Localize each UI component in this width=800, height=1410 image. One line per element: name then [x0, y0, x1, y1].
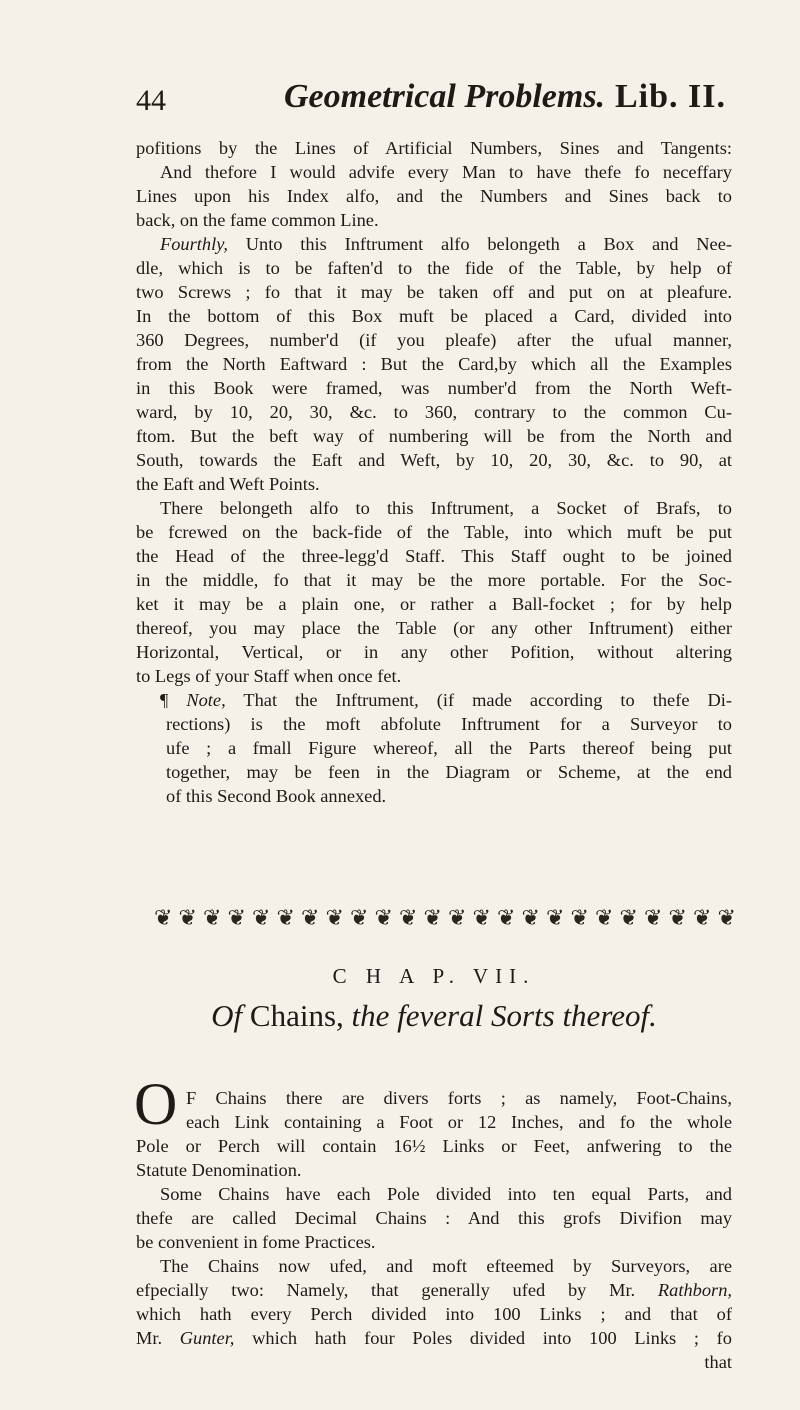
text-line: And thefore I would advife every Man to have thefe fo neceffary	[160, 162, 732, 182]
text-line: together, may be feen in the Diagram or Scheme, at the end	[166, 762, 732, 782]
text-line: Statute Denomination.	[136, 1160, 302, 1180]
text-line: Lines upon his Index alfo, and the Numbers and Sines back to	[136, 186, 732, 206]
ornament-icon: ❦	[546, 905, 565, 930]
text-line: to Legs of your Staff when once fet.	[136, 666, 402, 686]
text-line: in this Book were framed, was number'd from the North Weft-	[136, 378, 732, 398]
text-line: ufe ; a fmall Figure whereof, all the Parts thereof being put	[166, 738, 732, 758]
body-text-top	[136, 136, 732, 808]
text-line: in the middle, fo that it may be the more portable. For the Soc-	[136, 570, 732, 590]
ornament-band	[154, 903, 736, 933]
ornament-icon: ❦	[276, 905, 295, 930]
text-line: ¶ Note, That the Inftrument, (if made according to thefe Di-	[160, 690, 732, 710]
text-line: In the bottom of this Box muft be placed a Card, divided into	[136, 306, 732, 326]
name-rathborn: Rathborn,	[657, 1280, 732, 1300]
ornament-icon: ❦	[423, 905, 442, 930]
ornament-icon: ❦	[619, 905, 638, 930]
text-line: South, towards the Eaft and Weft, by 10, 20, 30, &c. to 90, at	[136, 450, 732, 470]
text-line: be fcrewed on the back-fide of the Table, into which muft be put	[136, 522, 732, 542]
ornament-icon: ❦	[448, 905, 467, 930]
ornament-icon: ❦	[399, 905, 418, 930]
text-line: each Link containing a Foot or 12 Inches, and fo the whole	[186, 1112, 732, 1132]
ornament-icon: ❦	[227, 905, 246, 930]
ornament-icon: ❦	[472, 905, 491, 930]
text-line: efpecially two: Namely, that generally ufed by Mr. Rathborn,	[136, 1280, 732, 1300]
ornament-icon: ❦	[374, 905, 393, 930]
ornament-icon: ❦	[350, 905, 369, 930]
text-line: be convenient in fome Practices.	[136, 1232, 376, 1252]
book-number: Lib. II.	[615, 78, 726, 115]
text-line: ftom. But the beft way of numbering will be from the North and	[136, 426, 732, 446]
running-header	[136, 78, 726, 120]
text-line: 360 Degrees, number'd (if you pleafe) after the ufual manner,	[136, 330, 732, 350]
ornament-icon: ❦	[693, 905, 712, 930]
text-line: pofitions by the Lines of Artificial Numbers, Sines and Tangents:	[136, 138, 732, 158]
text-line: back, on the fame common Line.	[136, 210, 379, 230]
text-line: of this Second Book annexed.	[166, 786, 387, 806]
ornament-icon: ❦	[325, 905, 344, 930]
text-line: that	[704, 1352, 732, 1372]
text-line: ward, by 10, 20, 30, &c. to 360, contrary to the common Cu-	[136, 402, 732, 422]
pilcrow-icon: ¶	[160, 690, 169, 710]
text-line: thefe are called Decimal Chains : And this grofs Divifion may	[136, 1208, 732, 1228]
text-line: There belongeth alfo to this Inftrument, a Socket of Brafs, to	[160, 498, 732, 518]
note-word: Note,	[186, 690, 226, 710]
ornament-icon: ❦	[497, 905, 516, 930]
ornament-icon: ❦	[521, 905, 540, 930]
text-line: thereof, you may place the Table (or any other Inftrument) either	[136, 618, 732, 638]
text-line: dle, which is to be faften'd to the fide of the Table, by help of	[136, 258, 732, 278]
text-line: Horizontal, Vertical, or in any other Pofition, without altering	[136, 642, 732, 662]
ornament-icon: ❦	[644, 905, 663, 930]
ornament-icon: ❦	[203, 905, 222, 930]
ornament-icon: ❦	[154, 905, 173, 930]
ornament-icon: ❦	[178, 905, 197, 930]
text-line: Fourthly, Unto this Inftrument alfo belongeth a Box and Nee-	[160, 234, 732, 254]
text-line: the Eaft and Weft Points.	[136, 474, 320, 494]
body-text-bottom	[136, 1086, 732, 1374]
text-line: Pole or Perch will contain 16½ Links or Feet, anfwering to the	[136, 1136, 732, 1156]
ornament-icon: ❦	[595, 905, 614, 930]
text-line: Mr. Gunter, which hath four Poles divided into 100 Links ; fo	[136, 1328, 732, 1348]
text-line: The Chains now ufed, and moft efteemed by Surveyors, are	[160, 1256, 732, 1276]
text-line: Some Chains have each Pole divided into ten equal Parts, and	[160, 1184, 732, 1204]
ornament-icon: ❦	[668, 905, 687, 930]
fourthly-word: Fourthly,	[160, 234, 228, 254]
ornament-icon: ❦	[252, 905, 271, 930]
text-line: ket it may be a plain one, or rather a Ball-focket ; for by help	[136, 594, 732, 614]
drop-cap: O	[134, 1071, 178, 1137]
ornament-icon: ❦	[301, 905, 320, 930]
chapter-title: Of Chains, the feveral Sorts thereof.	[211, 998, 657, 1033]
ornament-icon: ❦	[717, 905, 736, 930]
text-line: which hath every Perch divided into 100 Links ; and that of	[136, 1304, 732, 1324]
name-gunter: Gunter,	[179, 1328, 235, 1348]
running-title: Geometrical Problems.	[284, 78, 606, 115]
text-line: F Chains there are divers forts ; as namely, Foot-Chains,	[186, 1088, 732, 1108]
page-number: 44	[136, 84, 166, 117]
ornament-icon: ❦	[570, 905, 589, 930]
text-line: from the North Eaftward : But the Card,by which all the Examples	[136, 354, 732, 374]
text-line: rections) is the moft abfolute Inftrument for a Surveyor to	[166, 714, 732, 734]
chapter-heading: C H A P. VII.	[332, 964, 536, 988]
text-line: two Screws ; fo that it may be taken off and put on at pleafure.	[136, 282, 732, 302]
text-line: the Head of the three-legg'd Staff. This Staff ought to be joined	[136, 546, 732, 566]
